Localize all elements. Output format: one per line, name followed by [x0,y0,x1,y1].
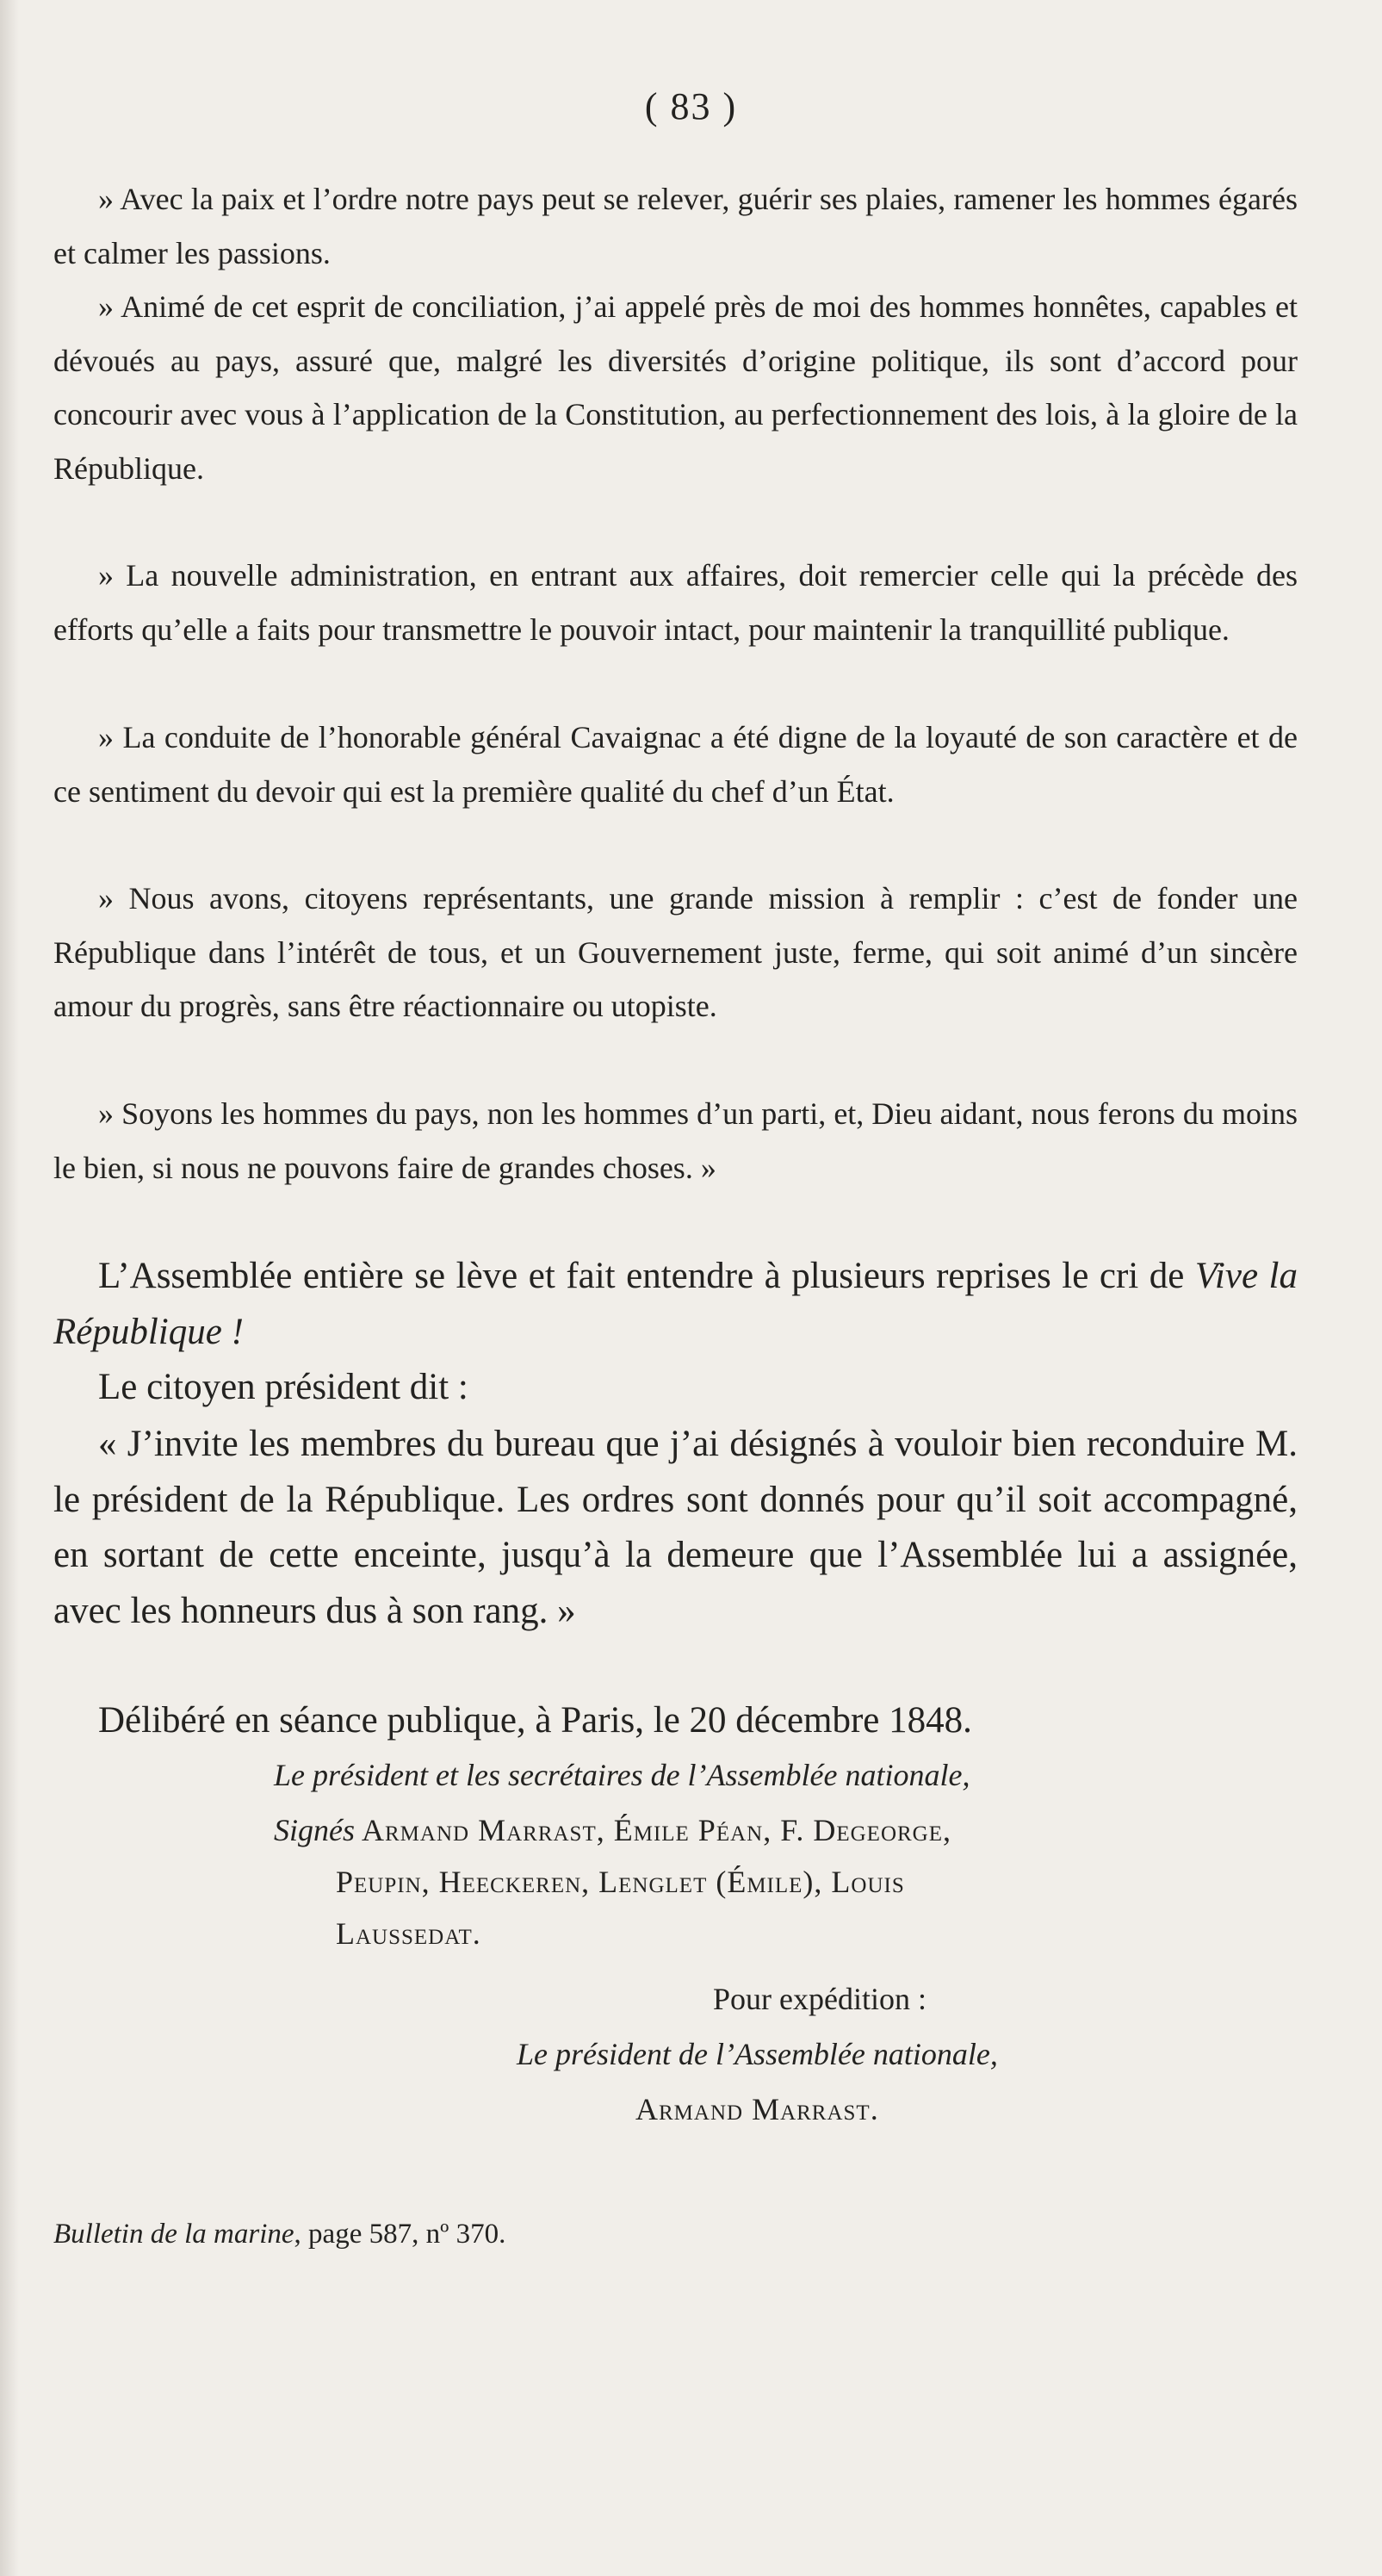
source-bulletin: Bulletin de la marine [53,2219,294,2250]
expedition-label: Pour expédition : [713,1982,926,2016]
deliberation-line: Délibéré en séance publique, à Paris, le 20 décembre 1848. [98,1700,972,1741]
paragraph-administration: » La nouvelle administration, en entrant aux affaires, doit remercier celle qui la précède des efforts qu’elle a faits pour transmettre le pouvoir intact, pour maintenir la tranquillité publique. [53,558,1298,647]
paragraph-conciliation: » Animé de cet esprit de conciliation, j’ai appelé près de moi des hommes honnêtes, capables et dévoués au pays, assuré que, malgré les diversités d’origine politique, ils sont d’accord pour concourir avec vous à l’application de la Constitution, au perfectionnement des lois, à la gloire de la République. [53,289,1298,486]
paragraph-cavaignac: » La conduite de l’honorable général Cavaignac a été digne de la loyauté de son caractère et de ce sentiment du devoir qui est la première qualité du chef d’un État. [53,720,1298,809]
signatories-1: Armand Marrast, Émile Péan, F. Degeorge, [355,1813,951,1847]
page-edge-shadow [0,0,19,2576]
paragraph-mission: » Nous avons, citoyens représentants, une grande mission à remplir : c’est de fonder une République dans l’intérêt de tous, et un Gouvernement juste, ferme, qui soit animé d’un sincère amour du progrès, sans être réactionnaire ou utopiste. [53,881,1298,1023]
signature-line-1 [274,1812,951,1848]
paragraph-invitation: « J’invite les membres du bureau que j’ai désignés à vouloir bien reconduire M. le président de la République. Les ordres sont donnés pour qu’il soit accompagné, en sortant de cette enceinte, jusqu’à la demeure que l’Assemblée lui a assignée, avec les honneurs dus à son rang. » [53,1424,1298,1631]
expedition-name [635,2091,879,2127]
source-reference [53,2219,505,2250]
expedition-title: Le président de l’Assemblée nationale, [517,2037,998,2071]
paragraph-men-of-country: » Soyons les hommes du pays, non les hommes d’un parti, et, Dieu aidant, nous ferons du moins le bien, si nous ne pouvons faire de grandes choses. » [53,1096,1298,1185]
signature-line-3: Laussedat. [336,1916,481,1951]
assembly-text: L’Assemblée entière se lève et fait entendre à plusieurs reprises le cri de [98,1256,1195,1296]
signature-line-2: Peupin, Heeckeren, Lenglet (Émile), Louis [336,1865,905,1899]
president-says: Le citoyen président dit : [98,1367,468,1407]
page-number: ( 83 ) [644,85,738,127]
signature-title: Le président et les secrétaires de l’Assemblée nationale, [274,1758,970,1792]
source-page: , page 587, nº 370. [294,2219,506,2250]
expedition-signatory: Armand Marrast. [635,2092,879,2126]
assembly-cry: Vive la République ! [53,1256,1298,1352]
signed-label: Signés [274,1813,355,1847]
paragraph-assembly-rises [53,1249,1298,1360]
paragraph-peace: » Avec la paix et l’ordre notre pays peut se relever, guérir ses plaies, ramener les hommes égarés et calmer les passions. [53,182,1298,270]
